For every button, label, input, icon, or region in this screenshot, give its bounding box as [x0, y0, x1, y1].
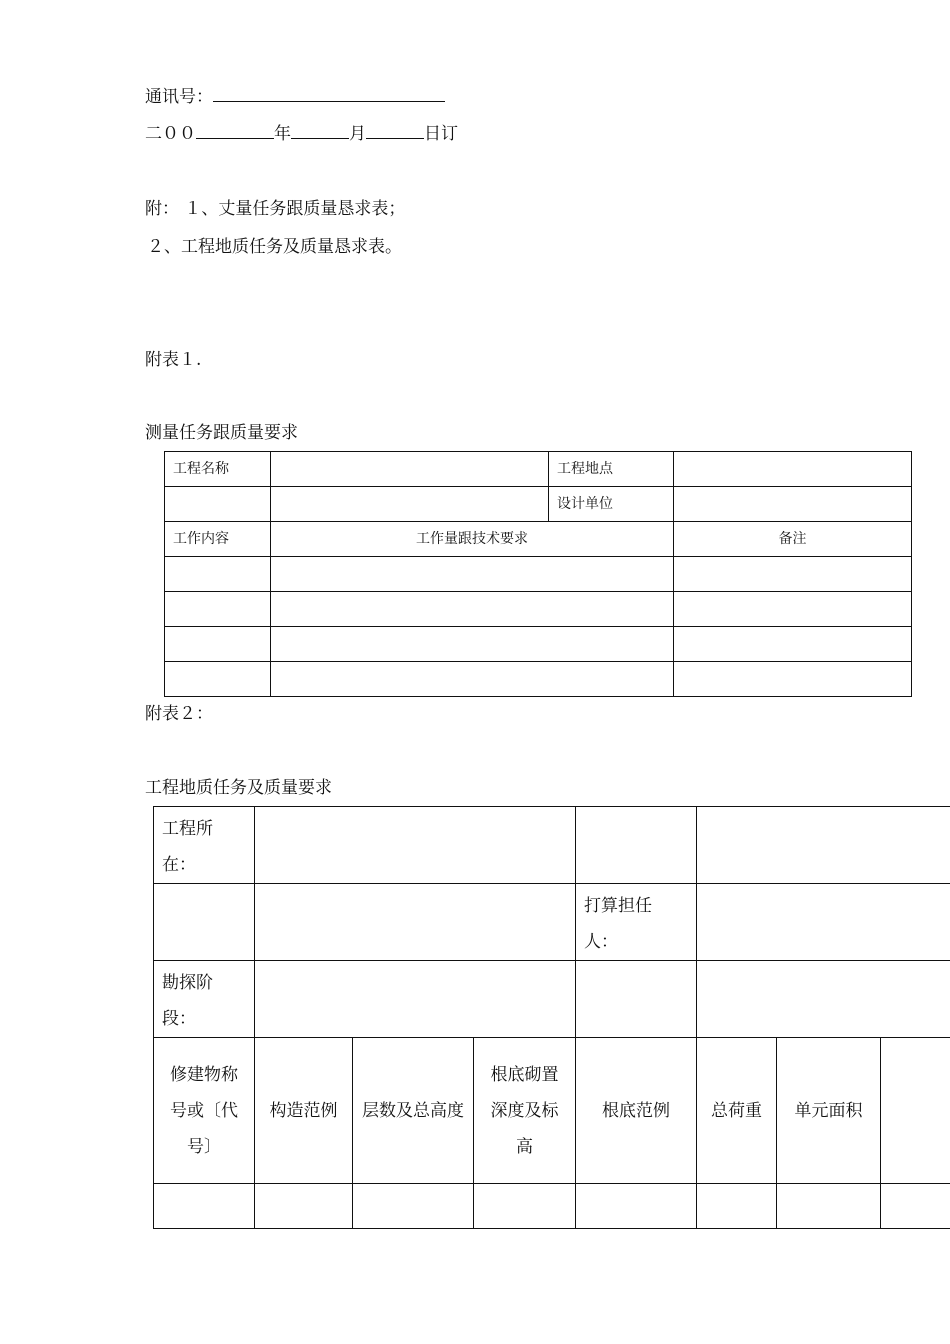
floors-height-header: 层数及总高度 — [362, 1100, 464, 1121]
table-cell[interactable] — [576, 1184, 697, 1229]
table-cell[interactable] — [165, 487, 271, 522]
table-row — [154, 807, 950, 884]
person-in-charge-value[interactable] — [697, 884, 950, 961]
table-cell[interactable] — [697, 807, 950, 884]
table-cell[interactable] — [777, 1184, 881, 1229]
person-in-charge-label: 打算担任人： — [584, 896, 653, 952]
table-row — [154, 1184, 950, 1229]
table-cell[interactable] — [697, 1184, 777, 1229]
table-cell — [576, 1038, 697, 1184]
date-line — [145, 119, 458, 144]
attachments-label: 附： — [145, 199, 179, 219]
table-cell — [154, 807, 255, 884]
table-cell[interactable] — [271, 557, 674, 592]
remarks-header: 备注 — [778, 531, 807, 547]
table-cell[interactable] — [674, 662, 912, 697]
table-cell — [154, 961, 255, 1038]
table-row — [154, 961, 950, 1038]
foundation-type-header: 根底范例 — [602, 1100, 671, 1121]
attachment-line-2 — [147, 232, 402, 257]
project-location-value[interactable] — [674, 452, 912, 487]
design-unit-label: 设计单位 — [557, 496, 613, 512]
structure-header: 构造范例 — [269, 1100, 338, 1121]
stage-label: 勘探阶段： — [162, 973, 213, 1029]
table-cell[interactable] — [674, 627, 912, 662]
work-content-header: 工作内容 — [173, 531, 229, 547]
project-name-value[interactable] — [271, 452, 549, 487]
table-cell[interactable] — [576, 807, 697, 884]
table-cell — [154, 1038, 255, 1184]
location-value[interactable] — [255, 807, 576, 884]
table-cell — [165, 452, 271, 487]
table-cell[interactable] — [474, 1184, 576, 1229]
table-cell[interactable] — [255, 884, 576, 961]
table-cell[interactable] — [881, 1184, 950, 1229]
design-unit-value[interactable] — [674, 487, 912, 522]
table-cell[interactable] — [353, 1184, 474, 1229]
date-year: 年 — [274, 124, 291, 144]
table-row — [154, 1038, 950, 1184]
table-cell[interactable] — [165, 662, 271, 697]
project-name-label: 工程名称 — [173, 461, 229, 477]
date-month: 月 — [349, 124, 366, 144]
table-cell — [353, 1038, 474, 1184]
table-cell — [549, 452, 674, 487]
table-cell[interactable] — [255, 1184, 353, 1229]
table-cell — [474, 1038, 576, 1184]
table-cell — [576, 884, 697, 961]
table-row — [165, 592, 912, 627]
table-cell[interactable] — [697, 961, 950, 1038]
date-day: 日订 — [424, 124, 458, 144]
table-cell — [674, 522, 912, 557]
table-row — [165, 522, 912, 557]
table-cell[interactable] — [271, 487, 549, 522]
table1-caption: 附表１. — [145, 350, 202, 370]
stage-value[interactable] — [255, 961, 576, 1038]
table-row — [165, 452, 912, 487]
table-cell — [549, 487, 674, 522]
table-cell[interactable] — [674, 557, 912, 592]
building-no-header: 修建物称号或〔代号〕 — [170, 1064, 238, 1157]
attachment-line-1 — [145, 194, 405, 219]
table2-caption: 附表２： — [145, 704, 213, 724]
table-row — [165, 487, 912, 522]
contact-label: 通讯号： — [145, 87, 213, 107]
survey-requirements-table — [164, 451, 912, 697]
project-location-label: 工程地点 — [557, 461, 613, 477]
table-cell — [271, 522, 674, 557]
table-cell[interactable] — [154, 1184, 255, 1229]
table-cell[interactable] — [165, 592, 271, 627]
table-cell[interactable] — [154, 884, 255, 961]
location-label: 工程所在： — [162, 819, 213, 875]
table-cell[interactable] — [271, 592, 674, 627]
table-cell[interactable] — [271, 627, 674, 662]
foundation-depth-header: 根底砌置深度及标高 — [490, 1064, 559, 1157]
month-blank — [291, 124, 349, 139]
table-cell[interactable] — [674, 592, 912, 627]
table-cell — [697, 1038, 777, 1184]
table-cell[interactable] — [165, 627, 271, 662]
table-cell — [881, 1038, 950, 1184]
table-row — [165, 557, 912, 592]
contact-blank — [213, 87, 445, 102]
table1-title: 测量任务跟质量要求 — [145, 423, 298, 443]
unit-area-header: 单元面积 — [794, 1100, 863, 1121]
table2-title: 工程地质任务及质量要求 — [145, 778, 332, 798]
table-cell[interactable] — [271, 662, 674, 697]
table-cell — [777, 1038, 881, 1184]
workload-tech-header: 工作量跟技术要求 — [416, 531, 528, 547]
date-prefix: 二００ — [145, 124, 196, 144]
table-cell[interactable] — [165, 557, 271, 592]
table-cell[interactable] — [576, 961, 697, 1038]
day-blank — [366, 124, 424, 139]
attachment-item-2: ２、工程地质任务及质量恳求表。 — [147, 237, 402, 257]
contact-line — [145, 82, 445, 107]
table-cell — [255, 1038, 353, 1184]
total-load-header: 总荷重 — [711, 1100, 763, 1121]
attachment-item-1: １、丈量任务跟质量恳求表； — [184, 199, 406, 219]
year-blank — [196, 124, 274, 139]
geology-requirements-table — [153, 806, 950, 1229]
table-cell — [165, 522, 271, 557]
table-row — [165, 627, 912, 662]
table-row — [165, 662, 912, 697]
table-row — [154, 884, 950, 961]
